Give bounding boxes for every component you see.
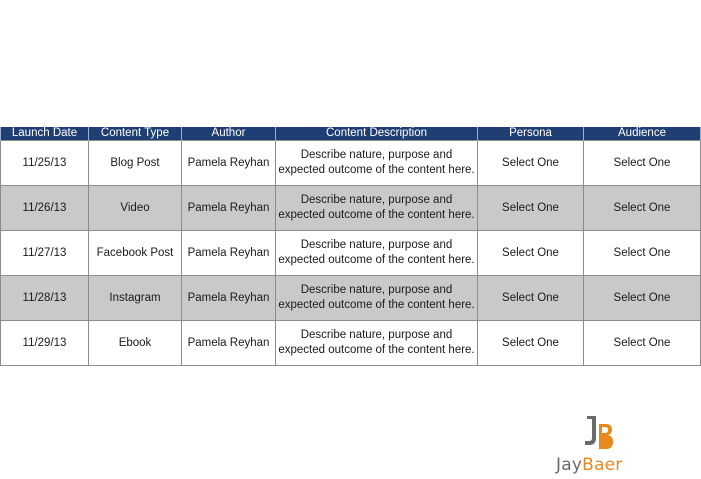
persona-select[interactable]: Select One <box>478 276 584 321</box>
content-description-cell[interactable]: Describe nature, purpose and expected outcome of the content here. <box>276 321 478 366</box>
content-type-cell[interactable]: Ebook <box>89 321 182 366</box>
logo-last-name: Baer <box>582 455 623 475</box>
column-header-audience: Audience <box>584 127 701 141</box>
launch-date-cell[interactable]: 11/28/13 <box>1 276 89 321</box>
launch-date-cell[interactable]: 11/26/13 <box>1 186 89 231</box>
table-row <box>1 141 701 186</box>
audience-select[interactable]: Select One <box>584 231 701 276</box>
column-header-author: Author <box>182 127 276 141</box>
table-row <box>1 321 701 366</box>
persona-select[interactable]: Select One <box>478 186 584 231</box>
author-cell[interactable]: Pamela Reyhan <box>182 321 276 366</box>
table-row <box>1 231 701 276</box>
author-cell[interactable]: Pamela Reyhan <box>182 231 276 276</box>
audience-select[interactable]: Select One <box>584 321 701 366</box>
table-row <box>1 186 701 231</box>
column-header-launch-date: Launch Date <box>1 127 89 141</box>
launch-date-cell[interactable]: 11/25/13 <box>1 141 89 186</box>
table-row <box>1 276 701 321</box>
content-description-cell[interactable]: Describe nature, purpose and expected outcome of the content here. <box>276 231 478 276</box>
content-type-cell[interactable]: Video <box>89 186 182 231</box>
author-cell[interactable]: Pamela Reyhan <box>182 186 276 231</box>
launch-date-cell[interactable]: 11/27/13 <box>1 231 89 276</box>
persona-select[interactable]: Select One <box>478 321 584 366</box>
content-calendar-table-wrap <box>0 127 671 368</box>
author-cell[interactable]: Pamela Reyhan <box>182 141 276 186</box>
content-type-cell[interactable]: Facebook Post <box>89 231 182 276</box>
persona-select[interactable]: Select One <box>478 231 584 276</box>
column-header-content-type: Content Type <box>89 127 182 141</box>
author-cell[interactable]: Pamela Reyhan <box>182 276 276 321</box>
content-description-cell[interactable]: Describe nature, purpose and expected outcome of the content here. <box>276 276 478 321</box>
logo-wordmark <box>556 455 622 475</box>
audience-select[interactable]: Select One <box>584 141 701 186</box>
content-description-cell[interactable]: Describe nature, purpose and expected outcome of the content here. <box>276 186 478 231</box>
column-header-persona: Persona <box>478 127 584 141</box>
audience-select[interactable]: Select One <box>584 186 701 231</box>
jb-monogram-icon <box>584 414 614 452</box>
audience-select[interactable]: Select One <box>584 276 701 321</box>
launch-date-cell[interactable]: 11/29/13 <box>1 321 89 366</box>
header-row <box>1 127 701 141</box>
content-calendar-table <box>0 127 701 366</box>
content-type-cell[interactable]: Instagram <box>89 276 182 321</box>
content-type-cell[interactable]: Blog Post <box>89 141 182 186</box>
jay-baer-logo <box>556 414 636 476</box>
logo-first-name: Jay <box>556 455 583 475</box>
persona-select[interactable]: Select One <box>478 141 584 186</box>
column-header-content-description: Content Description <box>276 127 478 141</box>
content-description-cell[interactable]: Describe nature, purpose and expected outcome of the content here. <box>276 141 478 186</box>
